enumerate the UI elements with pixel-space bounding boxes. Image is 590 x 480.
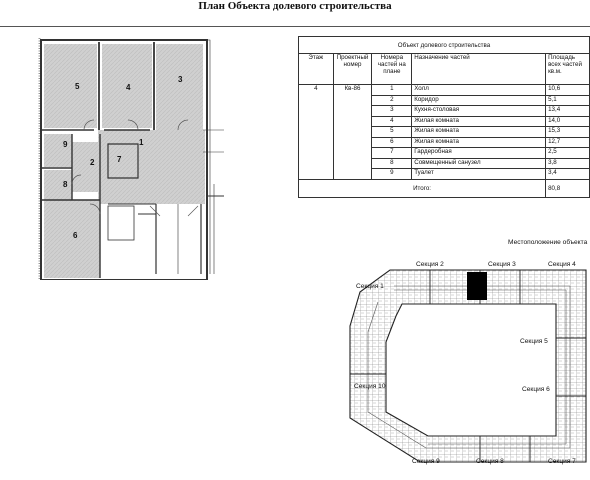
cell-part-number: 1 [372, 85, 412, 96]
cell-area: 3,4 [546, 169, 590, 180]
room-label-4: 4 [126, 83, 131, 92]
room-1-area [98, 130, 205, 204]
highlighted-unit [467, 272, 487, 300]
cell-floor: 4 [299, 85, 334, 180]
section-label-9: Секция 9 [412, 458, 440, 465]
section-label-7: Секция 7 [548, 458, 576, 465]
parts-table [298, 36, 590, 198]
room-5-area [44, 44, 97, 128]
floor-plan [38, 34, 224, 280]
cell-area: 15,3 [546, 127, 590, 138]
cell-purpose: Совмещенный санузел [412, 158, 546, 169]
room-2-area [72, 142, 100, 192]
cell-area: 10,6 [546, 85, 590, 96]
title-divider [0, 26, 590, 27]
cell-purpose: Холл [412, 85, 546, 96]
cell-part-number: 5 [372, 127, 412, 138]
cell-area: 2,5 [546, 148, 590, 159]
page-title: План Объекта долевого строительства [198, 0, 392, 12]
cell-part-number: 8 [372, 158, 412, 169]
cell-area: 12,7 [546, 137, 590, 148]
section-label-2: Секция 2 [416, 261, 444, 268]
col-part-numbers: Номера частей на плане [372, 54, 412, 85]
table-row [299, 85, 590, 96]
col-project-number: Проектный номер [333, 54, 372, 85]
cell-part-number: 4 [372, 116, 412, 127]
table-group-header: Объект долевого строительства [299, 37, 590, 54]
total-label: Итого: [299, 179, 546, 197]
total-area: 80,8 [546, 179, 590, 197]
cell-part-number: 6 [372, 137, 412, 148]
col-purpose: Назначение частей [412, 54, 546, 85]
cell-purpose: Жилая комната [412, 137, 546, 148]
section-label-3: Секция 3 [488, 261, 516, 268]
cell-area: 13,4 [546, 106, 590, 117]
room-8-area [44, 170, 72, 200]
section-label-8: Секция 8 [476, 458, 504, 465]
location-caption: Местоположение объекта [508, 239, 588, 246]
cell-area: 5,1 [546, 95, 590, 106]
col-area: Площадь всех частей кв.м. [546, 54, 590, 85]
room-label-2: 2 [90, 158, 95, 167]
section-label-10: Секция 10 [354, 383, 386, 390]
cell-part-number: 3 [372, 106, 412, 117]
site-plan [330, 250, 588, 472]
room-label-5: 5 [75, 82, 80, 91]
section-label-6: Секция 6 [522, 386, 550, 393]
room-label-9: 9 [63, 140, 68, 149]
cell-purpose: Коридор [412, 95, 546, 106]
cell-purpose: Жилая комната [412, 127, 546, 138]
room-label-3: 3 [178, 75, 183, 84]
cell-part-number: 2 [372, 95, 412, 106]
room-label-7: 7 [117, 155, 122, 164]
table-total-row [299, 179, 590, 197]
cell-area: 14,0 [546, 116, 590, 127]
room-9-area [44, 134, 72, 167]
section-label-1: Секция 1 [356, 283, 384, 290]
cell-purpose: Гардеробная [412, 148, 546, 159]
cell-purpose: Туалет [412, 169, 546, 180]
room-label-1: 1 [139, 138, 144, 147]
cell-part-number: 7 [372, 148, 412, 159]
col-floor: Этаж [299, 54, 334, 85]
room-3-area [156, 44, 203, 130]
parts-table-container [298, 36, 590, 214]
room-6-area [44, 200, 100, 278]
cell-part-number: 9 [372, 169, 412, 180]
cell-area: 3,8 [546, 158, 590, 169]
room-label-6: 6 [73, 231, 78, 240]
section-label-4: Секция 4 [548, 261, 576, 268]
cell-project-number: Кв-86 [333, 85, 372, 180]
section-label-5: Секция 5 [520, 338, 548, 345]
room-label-8: 8 [63, 180, 68, 189]
cell-purpose: Кухня-столовая [412, 106, 546, 117]
cell-purpose: Жилая комната [412, 116, 546, 127]
